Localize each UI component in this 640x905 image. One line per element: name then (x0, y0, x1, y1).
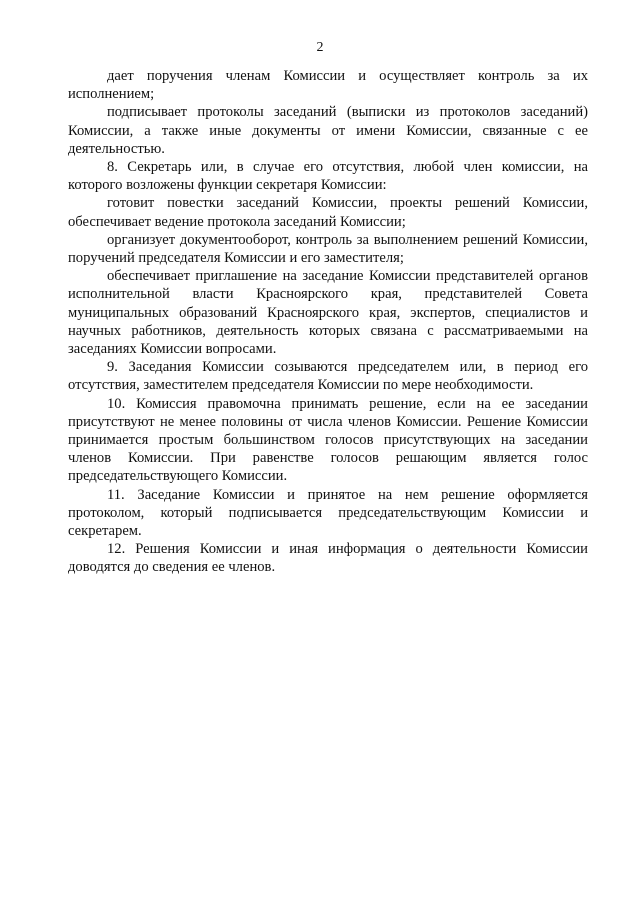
paragraph-item-9-meetings: 9. Заседания Комиссии созываются председателем или, в период его отсутствия, заместителем председателя Комиссии по мере необходимости. (68, 359, 588, 394)
document-body (68, 67, 588, 577)
paragraph-item-11-protocol: 11. Заседание Комиссии и принятое на нем решение оформляется протоколом, который подписывается председательствующим Комиссии и секретарем. (68, 486, 588, 540)
page-number: 2 (316, 40, 324, 55)
paragraph-secretary-agenda: готовит повестки заседаний Комиссии, проекты решений Комиссии, обеспечивает ведение протокола заседаний Комиссии; (68, 195, 588, 230)
paragraph-chair-duties-control: дает поручения членам Комиссии и осуществляет контроль за их исполнением; (68, 68, 588, 103)
paragraph-secretary-invitations: обеспечивает приглашение на заседание Комиссии представителей органов исполнительной власти Красноярского края, представителей Совета муниципальных образований Красноярского края, экспертов, специалистов и научных работников, деятельность которых связана с рассматриваемыми на заседаниях Комиссии вопросами. (68, 268, 588, 358)
paragraph-secretary-workflow: организует документооборот, контроль за выполнением решений Комиссии, поручений председателя Комиссии и его заместителя; (68, 231, 588, 267)
paragraph-chair-duties-sign: подписывает протоколы заседаний (выписки из протоколов заседаний) Комиссии, а также иные документы от имени Комиссии, связанные с ее деятельностью. (68, 104, 588, 157)
paragraph-item-12-decisions: 12. Решения Комиссии и иная информация о деятельности Комиссии доводятся до сведения ее членов. (68, 541, 588, 576)
paragraph-item-8-secretary: 8. Секретарь или, в случае его отсутствия, любой член комиссии, на которого возложены функции секретаря Комиссии: (68, 159, 588, 194)
paragraph-item-10-quorum: 10. Комиссия правомочна принимать решение, если на ее заседании присутствуют не менее половины от числа членов Комиссии. Решение Комиссии принимается простым большинством голосов присутствующих на заседании членов Комиссии. При равенстве голосов решающим является голос председательствующего Комиссии. (68, 395, 588, 485)
